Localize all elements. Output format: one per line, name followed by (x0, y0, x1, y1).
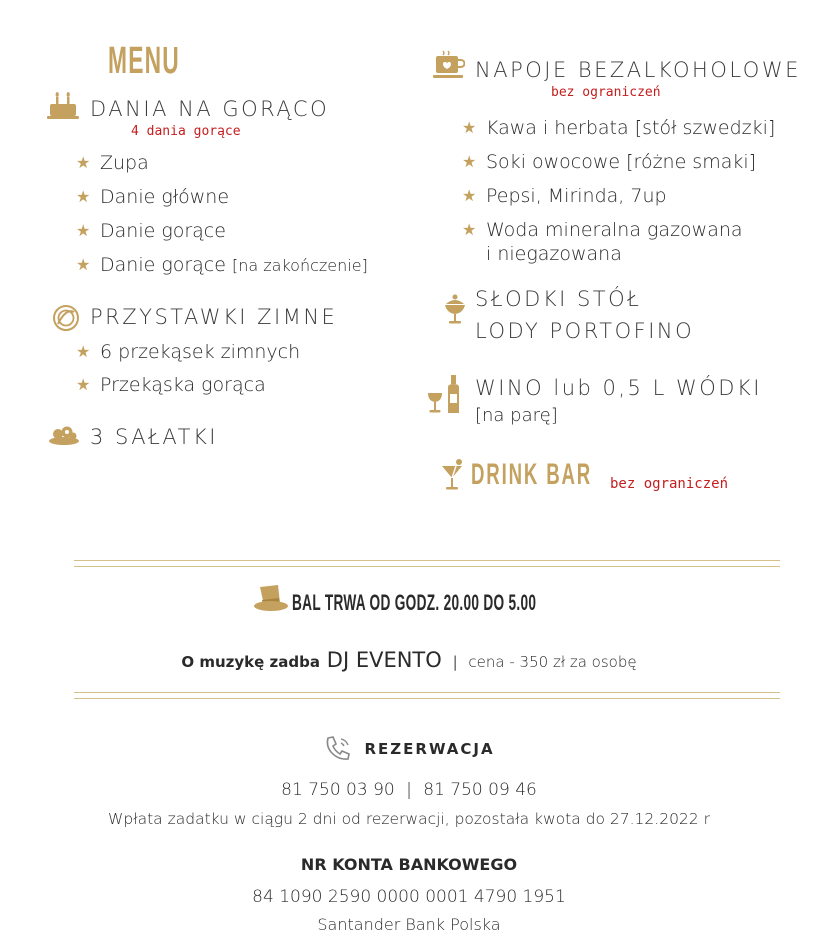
star-icon: ★ (76, 187, 91, 206)
sweet-table-title: SŁODKI STÓŁ (475, 287, 642, 311)
list-item: ★ Kawa i herbata [stół szwedzki] (462, 117, 776, 139)
list-item: ★ Danie gorące [na zakończenie] (76, 254, 368, 276)
hot-dishes-title: DANIA NA GORĄCO (90, 97, 330, 121)
menu-title: MENU (108, 40, 180, 82)
drinks-subtitle: bez ograniczeń (551, 85, 661, 100)
item-note: [na zakończenie] (232, 256, 368, 275)
reservation-title: REZERWACJA (364, 740, 495, 758)
star-icon: ★ (462, 152, 477, 171)
divider-bottom (74, 692, 780, 699)
list-item: ★ Soki owocowe [różne smaki] (462, 151, 757, 173)
phone-number-2[interactable]: 81 750 09 46 (423, 780, 537, 800)
list-item: ★ Zupa (76, 152, 149, 174)
ball-title: BAL TRWA OD GODZ. 20.00 DO 5.00 (292, 590, 537, 615)
list-item: ★ Pepsi, Mirinda, 7up (462, 185, 667, 207)
ticket-price: cena - 350 zł za osobę (468, 653, 637, 671)
star-icon: ★ (76, 221, 91, 240)
list-item: ★ Przekąska gorąca (76, 374, 266, 396)
music-line (0, 648, 818, 672)
deposit-info: Wpłata zadatku w ciągu 2 dni od rezerwacji, pozostała kwota do 27.12.2022 r (108, 810, 710, 828)
wine-note: [na parę] (475, 405, 558, 426)
separator: | (452, 653, 458, 671)
star-icon: ★ (462, 186, 477, 205)
cold-starters-list (76, 340, 300, 397)
list-item: ★ Danie główne (76, 186, 230, 208)
phone-numbers (0, 780, 818, 800)
wine-icon (426, 373, 462, 415)
star-icon: ★ (76, 375, 91, 394)
list-item: ★ Danie gorące (76, 220, 226, 242)
phone-number-1[interactable]: 81 750 03 90 (281, 780, 395, 800)
wine-title: WINO lub 0,5 L WÓDKI (475, 376, 762, 400)
salad-icon (48, 424, 80, 446)
separator: | (406, 780, 412, 800)
hot-dishes-subtitle: 4 dania gorące (131, 124, 241, 139)
dj-name: DJ EVENTO (326, 648, 442, 672)
ice-cream-title: LODY PORTOFINO (475, 319, 695, 343)
divider-top (74, 560, 780, 567)
drink-bar-subtitle: bez ograniczeń (610, 476, 729, 492)
music-prefix: O muzykę zadba (181, 653, 320, 671)
star-icon: ★ (462, 118, 477, 137)
star-icon: ★ (462, 220, 477, 239)
phone-icon (323, 735, 353, 763)
drinks-list (462, 116, 775, 266)
list-item: ★ Woda mineralna gazowana i niegazowana (462, 219, 743, 265)
cake-icon (46, 88, 80, 122)
star-icon: ★ (76, 255, 91, 274)
hot-dishes-list (76, 151, 368, 278)
bank-heading: NR KONTA BANKOWEGO (300, 855, 518, 874)
drinks-title: NAPOJE BEZALKOHOLOWE (475, 58, 801, 82)
dessert-icon (443, 292, 467, 326)
top-hat-icon (252, 584, 288, 614)
bank-name: Santander Bank Polska (317, 915, 501, 934)
salads-title: 3 SAŁATKI (90, 425, 218, 449)
drink-bar-title: DRINK BAR (471, 458, 593, 491)
plate-icon (52, 304, 80, 332)
coffee-icon (433, 50, 465, 80)
cocktail-icon (440, 458, 464, 492)
account-number: 84 1090 2590 0000 0001 4790 1951 (252, 887, 566, 907)
cold-starters-title: PRZYSTAWKI ZIMNE (90, 305, 338, 329)
star-icon: ★ (76, 153, 91, 172)
star-icon: ★ (76, 342, 91, 361)
list-item: ★ 6 przekąsek zimnych (76, 341, 301, 363)
reservation-header (0, 735, 818, 763)
